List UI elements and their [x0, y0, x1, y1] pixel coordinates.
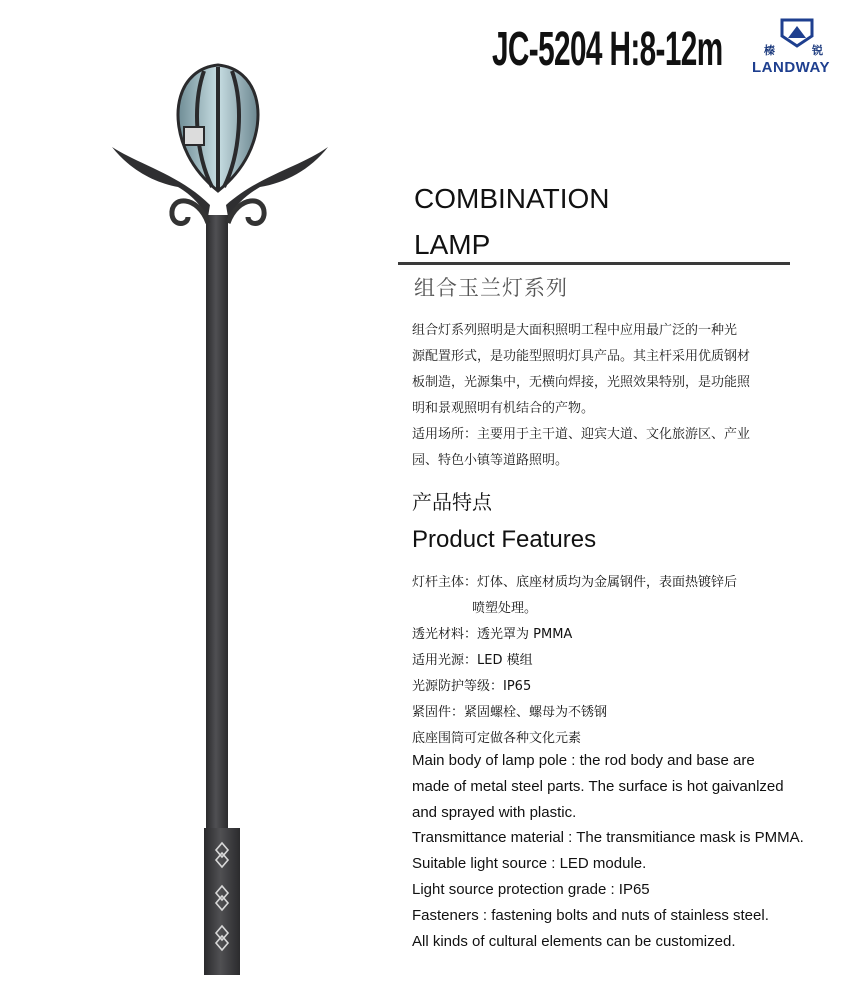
features-list-cn [412, 570, 832, 752]
spec-line-en: made of metal steel parts. The surface is hot gaivanlzed [412, 777, 784, 795]
spec-line-en: and sprayed with plastic. [412, 803, 577, 821]
pole-base [204, 828, 240, 975]
spec-line: 紧固件：紧固螺栓、螺母为不锈钢 [412, 705, 608, 720]
series-subtitle: 组合玉兰灯系列 [414, 276, 568, 300]
spec-line-en: Light source protection grade : IP65 [412, 880, 650, 898]
features-list-en [412, 748, 852, 954]
features-heading-en: Product Features [412, 526, 597, 553]
intro-paragraph [412, 318, 802, 474]
intro-line: 组合灯系列照明是大面积照明工程中应用最广泛的一种光 [412, 323, 738, 338]
intro-line: 园、特色小镇等道路照明。 [412, 453, 569, 468]
spec-line-en: Fasteners : fastening bolts and nuts of stainless steel. [412, 906, 769, 924]
spec-line-en: Transmittance material : The transmitiance mask is PMMA. [412, 829, 804, 847]
page-title [414, 176, 609, 268]
intro-line: 板制造，光源集中，无横向焊接，光照效果特别，是功能照 [412, 375, 751, 390]
spec-line-en: Main body of lamp pole : the rod body and base are [412, 752, 755, 769]
title-divider [398, 262, 790, 265]
shield-triangle-icon [780, 18, 814, 48]
title-line-1: COMBINATION [414, 183, 610, 214]
spec-line-en: Suitable light source : LED module. [412, 855, 647, 873]
lamp-illustration [100, 55, 350, 985]
spec-line: 底座围筒可定做各种文化元素 [412, 731, 582, 746]
pole-shaft [206, 215, 228, 835]
spec-line: 光源防护等级：IP65 [412, 679, 532, 694]
model-number: JC-5204 H:8-12m [492, 23, 723, 76]
lamp-bulb [178, 65, 258, 191]
intro-line: 适用场所：主要用于主干道、迎宾大道、文化旅游区、产业 [412, 427, 751, 442]
logo-cn-right: 锐 [812, 44, 823, 57]
spec-line-en: All kinds of cultural elements can be customized. [412, 932, 736, 950]
intro-line: 明和景观照明有机结合的产物。 [412, 401, 595, 416]
intro-line: 源配置形式，是功能型照明灯具产品。其主杆采用优质钢材 [412, 349, 751, 364]
logo-name: LANDWAY [752, 59, 830, 76]
brand-logo [752, 18, 842, 78]
spec-line: 喷塑处理。 [472, 601, 538, 616]
logo-cn-left: 榛 [764, 44, 775, 57]
spec-line: 适用光源：LED 模组 [412, 653, 533, 668]
spec-line: 透光材料：透光罩为 PMMA [412, 627, 573, 642]
features-heading-cn: 产品特点 [412, 490, 492, 514]
spec-line: 灯杆主体：灯体、底座材质均为金属钢件，表面热镀锌后 [412, 575, 738, 590]
title-line-2: LAMP [414, 229, 491, 260]
